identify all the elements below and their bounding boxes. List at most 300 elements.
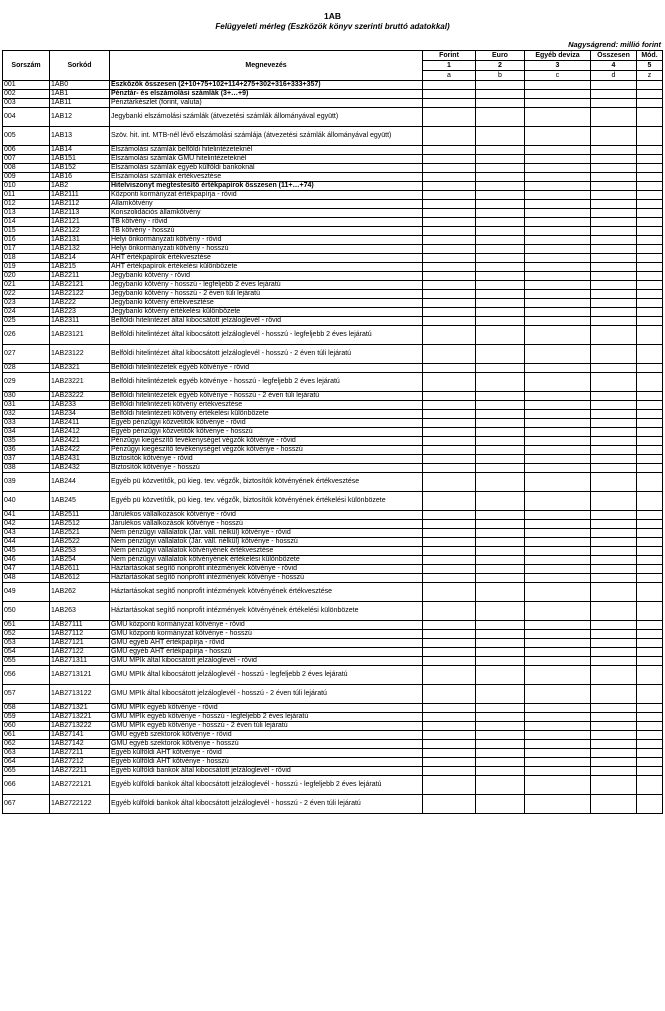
value-cell-egyeb-deviza[interactable] <box>525 511 591 520</box>
value-cell-egyeb-deviza[interactable] <box>525 556 591 565</box>
value-cell-mod[interactable] <box>637 666 663 685</box>
value-cell-forint[interactable] <box>423 639 476 648</box>
value-cell-euro[interactable] <box>476 538 525 547</box>
value-cell-egyeb-deviza[interactable] <box>525 713 591 722</box>
value-cell-euro[interactable] <box>476 666 525 685</box>
value-cell-euro[interactable] <box>476 740 525 749</box>
value-cell-euro[interactable] <box>476 218 525 227</box>
value-cell-osszesen[interactable] <box>591 722 637 731</box>
value-cell-osszesen[interactable] <box>591 565 637 574</box>
value-cell-mod[interactable] <box>637 758 663 767</box>
value-cell-euro[interactable] <box>476 81 525 90</box>
value-cell-euro[interactable] <box>476 437 525 446</box>
value-cell-euro[interactable] <box>476 758 525 767</box>
value-cell-egyeb-deviza[interactable] <box>525 767 591 776</box>
value-cell-forint[interactable] <box>423 648 476 657</box>
value-cell-egyeb-deviza[interactable] <box>525 290 591 299</box>
value-cell-mod[interactable] <box>637 602 663 621</box>
value-cell-euro[interactable] <box>476 108 525 127</box>
value-cell-mod[interactable] <box>637 236 663 245</box>
value-cell-mod[interactable] <box>637 520 663 529</box>
value-cell-egyeb-deviza[interactable] <box>525 776 591 795</box>
value-cell-osszesen[interactable] <box>591 492 637 511</box>
value-cell-mod[interactable] <box>637 392 663 401</box>
value-cell-egyeb-deviza[interactable] <box>525 127 591 146</box>
value-cell-egyeb-deviza[interactable] <box>525 191 591 200</box>
value-cell-mod[interactable] <box>637 713 663 722</box>
value-cell-forint[interactable] <box>423 437 476 446</box>
value-cell-egyeb-deviza[interactable] <box>525 520 591 529</box>
value-cell-forint[interactable] <box>423 299 476 308</box>
value-cell-egyeb-deviza[interactable] <box>525 308 591 317</box>
value-cell-osszesen[interactable] <box>591 685 637 704</box>
value-cell-osszesen[interactable] <box>591 776 637 795</box>
value-cell-euro[interactable] <box>476 281 525 290</box>
value-cell-forint[interactable] <box>423 317 476 326</box>
value-cell-forint[interactable] <box>423 173 476 182</box>
value-cell-mod[interactable] <box>637 511 663 520</box>
value-cell-egyeb-deviza[interactable] <box>525 81 591 90</box>
value-cell-mod[interactable] <box>637 127 663 146</box>
value-cell-euro[interactable] <box>476 749 525 758</box>
value-cell-euro[interactable] <box>476 254 525 263</box>
value-cell-forint[interactable] <box>423 419 476 428</box>
value-cell-euro[interactable] <box>476 410 525 419</box>
value-cell-euro[interactable] <box>476 455 525 464</box>
value-cell-forint[interactable] <box>423 99 476 108</box>
value-cell-forint[interactable] <box>423 254 476 263</box>
value-cell-egyeb-deviza[interactable] <box>525 639 591 648</box>
value-cell-euro[interactable] <box>476 547 525 556</box>
value-cell-euro[interactable] <box>476 272 525 281</box>
value-cell-euro[interactable] <box>476 401 525 410</box>
value-cell-osszesen[interactable] <box>591 419 637 428</box>
value-cell-egyeb-deviza[interactable] <box>525 236 591 245</box>
value-cell-osszesen[interactable] <box>591 299 637 308</box>
value-cell-egyeb-deviza[interactable] <box>525 272 591 281</box>
value-cell-euro[interactable] <box>476 556 525 565</box>
value-cell-euro[interactable] <box>476 713 525 722</box>
value-cell-mod[interactable] <box>637 108 663 127</box>
value-cell-forint[interactable] <box>423 455 476 464</box>
value-cell-mod[interactable] <box>637 704 663 713</box>
value-cell-euro[interactable] <box>476 767 525 776</box>
value-cell-egyeb-deviza[interactable] <box>525 648 591 657</box>
value-cell-euro[interactable] <box>476 574 525 583</box>
value-cell-euro[interactable] <box>476 308 525 317</box>
value-cell-forint[interactable] <box>423 666 476 685</box>
value-cell-mod[interactable] <box>637 583 663 602</box>
value-cell-forint[interactable] <box>423 749 476 758</box>
value-cell-mod[interactable] <box>637 290 663 299</box>
value-cell-mod[interactable] <box>637 722 663 731</box>
value-cell-egyeb-deviza[interactable] <box>525 373 591 392</box>
value-cell-mod[interactable] <box>637 731 663 740</box>
value-cell-mod[interactable] <box>637 227 663 236</box>
value-cell-euro[interactable] <box>476 191 525 200</box>
value-cell-osszesen[interactable] <box>591 108 637 127</box>
value-cell-mod[interactable] <box>637 529 663 538</box>
value-cell-euro[interactable] <box>476 704 525 713</box>
value-cell-mod[interactable] <box>637 749 663 758</box>
value-cell-euro[interactable] <box>476 621 525 630</box>
value-cell-egyeb-deviza[interactable] <box>525 455 591 464</box>
value-cell-egyeb-deviza[interactable] <box>525 529 591 538</box>
value-cell-egyeb-deviza[interactable] <box>525 345 591 364</box>
value-cell-mod[interactable] <box>637 556 663 565</box>
value-cell-mod[interactable] <box>637 317 663 326</box>
value-cell-osszesen[interactable] <box>591 547 637 556</box>
value-cell-forint[interactable] <box>423 81 476 90</box>
value-cell-egyeb-deviza[interactable] <box>525 419 591 428</box>
value-cell-euro[interactable] <box>476 428 525 437</box>
value-cell-forint[interactable] <box>423 281 476 290</box>
value-cell-forint[interactable] <box>423 556 476 565</box>
value-cell-mod[interactable] <box>637 574 663 583</box>
value-cell-egyeb-deviza[interactable] <box>525 428 591 437</box>
value-cell-forint[interactable] <box>423 602 476 621</box>
value-cell-forint[interactable] <box>423 492 476 511</box>
value-cell-egyeb-deviza[interactable] <box>525 685 591 704</box>
value-cell-forint[interactable] <box>423 565 476 574</box>
value-cell-mod[interactable] <box>637 630 663 639</box>
value-cell-osszesen[interactable] <box>591 317 637 326</box>
value-cell-osszesen[interactable] <box>591 731 637 740</box>
value-cell-osszesen[interactable] <box>591 200 637 209</box>
value-cell-forint[interactable] <box>423 364 476 373</box>
value-cell-forint[interactable] <box>423 795 476 814</box>
value-cell-egyeb-deviza[interactable] <box>525 108 591 127</box>
value-cell-osszesen[interactable] <box>591 704 637 713</box>
value-cell-forint[interactable] <box>423 776 476 795</box>
value-cell-forint[interactable] <box>423 547 476 556</box>
value-cell-mod[interactable] <box>637 245 663 254</box>
value-cell-egyeb-deviza[interactable] <box>525 392 591 401</box>
value-cell-egyeb-deviza[interactable] <box>525 200 591 209</box>
value-cell-forint[interactable] <box>423 401 476 410</box>
value-cell-egyeb-deviza[interactable] <box>525 90 591 99</box>
value-cell-euro[interactable] <box>476 639 525 648</box>
value-cell-mod[interactable] <box>637 473 663 492</box>
value-cell-mod[interactable] <box>637 326 663 345</box>
value-cell-mod[interactable] <box>637 299 663 308</box>
value-cell-egyeb-deviza[interactable] <box>525 146 591 155</box>
value-cell-mod[interactable] <box>637 272 663 281</box>
value-cell-osszesen[interactable] <box>591 428 637 437</box>
value-cell-euro[interactable] <box>476 99 525 108</box>
value-cell-euro[interactable] <box>476 602 525 621</box>
value-cell-mod[interactable] <box>637 464 663 473</box>
value-cell-forint[interactable] <box>423 767 476 776</box>
value-cell-euro[interactable] <box>476 446 525 455</box>
value-cell-euro[interactable] <box>476 657 525 666</box>
value-cell-osszesen[interactable] <box>591 281 637 290</box>
value-cell-osszesen[interactable] <box>591 767 637 776</box>
value-cell-egyeb-deviza[interactable] <box>525 410 591 419</box>
value-cell-euro[interactable] <box>476 648 525 657</box>
value-cell-euro[interactable] <box>476 419 525 428</box>
value-cell-osszesen[interactable] <box>591 127 637 146</box>
value-cell-egyeb-deviza[interactable] <box>525 565 591 574</box>
value-cell-forint[interactable] <box>423 428 476 437</box>
value-cell-forint[interactable] <box>423 473 476 492</box>
value-cell-egyeb-deviza[interactable] <box>525 657 591 666</box>
value-cell-forint[interactable] <box>423 583 476 602</box>
value-cell-osszesen[interactable] <box>591 583 637 602</box>
value-cell-forint[interactable] <box>423 164 476 173</box>
value-cell-forint[interactable] <box>423 520 476 529</box>
value-cell-euro[interactable] <box>476 200 525 209</box>
value-cell-forint[interactable] <box>423 200 476 209</box>
value-cell-euro[interactable] <box>476 364 525 373</box>
value-cell-egyeb-deviza[interactable] <box>525 758 591 767</box>
value-cell-egyeb-deviza[interactable] <box>525 401 591 410</box>
value-cell-mod[interactable] <box>637 173 663 182</box>
value-cell-osszesen[interactable] <box>591 511 637 520</box>
value-cell-mod[interactable] <box>637 345 663 364</box>
value-cell-mod[interactable] <box>637 308 663 317</box>
value-cell-egyeb-deviza[interactable] <box>525 704 591 713</box>
value-cell-egyeb-deviza[interactable] <box>525 218 591 227</box>
value-cell-osszesen[interactable] <box>591 155 637 164</box>
value-cell-forint[interactable] <box>423 127 476 146</box>
value-cell-osszesen[interactable] <box>591 740 637 749</box>
value-cell-mod[interactable] <box>637 164 663 173</box>
value-cell-mod[interactable] <box>637 657 663 666</box>
value-cell-euro[interactable] <box>476 236 525 245</box>
value-cell-osszesen[interactable] <box>591 464 637 473</box>
value-cell-forint[interactable] <box>423 108 476 127</box>
value-cell-euro[interactable] <box>476 146 525 155</box>
value-cell-osszesen[interactable] <box>591 173 637 182</box>
value-cell-egyeb-deviza[interactable] <box>525 621 591 630</box>
value-cell-forint[interactable] <box>423 182 476 191</box>
value-cell-osszesen[interactable] <box>591 666 637 685</box>
value-cell-egyeb-deviza[interactable] <box>525 492 591 511</box>
value-cell-egyeb-deviza[interactable] <box>525 583 591 602</box>
value-cell-egyeb-deviza[interactable] <box>525 437 591 446</box>
value-cell-euro[interactable] <box>476 529 525 538</box>
value-cell-euro[interactable] <box>476 776 525 795</box>
value-cell-mod[interactable] <box>637 538 663 547</box>
value-cell-osszesen[interactable] <box>591 401 637 410</box>
value-cell-egyeb-deviza[interactable] <box>525 795 591 814</box>
value-cell-forint[interactable] <box>423 410 476 419</box>
value-cell-osszesen[interactable] <box>591 795 637 814</box>
value-cell-forint[interactable] <box>423 446 476 455</box>
value-cell-osszesen[interactable] <box>591 90 637 99</box>
value-cell-osszesen[interactable] <box>591 236 637 245</box>
value-cell-osszesen[interactable] <box>591 520 637 529</box>
value-cell-mod[interactable] <box>637 547 663 556</box>
value-cell-forint[interactable] <box>423 529 476 538</box>
value-cell-euro[interactable] <box>476 685 525 704</box>
value-cell-euro[interactable] <box>476 326 525 345</box>
value-cell-forint[interactable] <box>423 704 476 713</box>
value-cell-egyeb-deviza[interactable] <box>525 173 591 182</box>
value-cell-mod[interactable] <box>637 767 663 776</box>
value-cell-euro[interactable] <box>476 90 525 99</box>
value-cell-osszesen[interactable] <box>591 164 637 173</box>
value-cell-forint[interactable] <box>423 245 476 254</box>
value-cell-osszesen[interactable] <box>591 713 637 722</box>
value-cell-egyeb-deviza[interactable] <box>525 245 591 254</box>
value-cell-egyeb-deviza[interactable] <box>525 666 591 685</box>
value-cell-forint[interactable] <box>423 90 476 99</box>
value-cell-osszesen[interactable] <box>591 218 637 227</box>
value-cell-osszesen[interactable] <box>591 263 637 272</box>
value-cell-mod[interactable] <box>637 428 663 437</box>
value-cell-mod[interactable] <box>637 639 663 648</box>
value-cell-egyeb-deviza[interactable] <box>525 574 591 583</box>
value-cell-mod[interactable] <box>637 776 663 795</box>
value-cell-forint[interactable] <box>423 621 476 630</box>
value-cell-mod[interactable] <box>637 218 663 227</box>
value-cell-osszesen[interactable] <box>591 81 637 90</box>
value-cell-osszesen[interactable] <box>591 245 637 254</box>
value-cell-egyeb-deviza[interactable] <box>525 364 591 373</box>
value-cell-osszesen[interactable] <box>591 345 637 364</box>
value-cell-egyeb-deviza[interactable] <box>525 281 591 290</box>
value-cell-euro[interactable] <box>476 473 525 492</box>
value-cell-mod[interactable] <box>637 446 663 455</box>
value-cell-forint[interactable] <box>423 191 476 200</box>
value-cell-mod[interactable] <box>637 81 663 90</box>
value-cell-egyeb-deviza[interactable] <box>525 630 591 639</box>
value-cell-euro[interactable] <box>476 345 525 364</box>
value-cell-euro[interactable] <box>476 155 525 164</box>
value-cell-osszesen[interactable] <box>591 455 637 464</box>
value-cell-osszesen[interactable] <box>591 538 637 547</box>
value-cell-osszesen[interactable] <box>591 437 637 446</box>
value-cell-euro[interactable] <box>476 511 525 520</box>
value-cell-egyeb-deviza[interactable] <box>525 473 591 492</box>
value-cell-mod[interactable] <box>637 200 663 209</box>
value-cell-forint[interactable] <box>423 290 476 299</box>
value-cell-forint[interactable] <box>423 345 476 364</box>
value-cell-euro[interactable] <box>476 182 525 191</box>
value-cell-euro[interactable] <box>476 299 525 308</box>
value-cell-osszesen[interactable] <box>591 446 637 455</box>
value-cell-euro[interactable] <box>476 731 525 740</box>
value-cell-euro[interactable] <box>476 392 525 401</box>
value-cell-osszesen[interactable] <box>591 410 637 419</box>
value-cell-forint[interactable] <box>423 227 476 236</box>
value-cell-euro[interactable] <box>476 173 525 182</box>
value-cell-egyeb-deviza[interactable] <box>525 227 591 236</box>
value-cell-mod[interactable] <box>637 648 663 657</box>
value-cell-mod[interactable] <box>637 281 663 290</box>
value-cell-osszesen[interactable] <box>591 146 637 155</box>
value-cell-egyeb-deviza[interactable] <box>525 299 591 308</box>
value-cell-egyeb-deviza[interactable] <box>525 602 591 621</box>
value-cell-osszesen[interactable] <box>591 99 637 108</box>
value-cell-osszesen[interactable] <box>591 191 637 200</box>
value-cell-egyeb-deviza[interactable] <box>525 164 591 173</box>
value-cell-egyeb-deviza[interactable] <box>525 99 591 108</box>
value-cell-forint[interactable] <box>423 209 476 218</box>
value-cell-osszesen[interactable] <box>591 602 637 621</box>
value-cell-egyeb-deviza[interactable] <box>525 326 591 345</box>
value-cell-egyeb-deviza[interactable] <box>525 464 591 473</box>
value-cell-egyeb-deviza[interactable] <box>525 749 591 758</box>
value-cell-forint[interactable] <box>423 657 476 666</box>
value-cell-forint[interactable] <box>423 713 476 722</box>
value-cell-euro[interactable] <box>476 520 525 529</box>
value-cell-osszesen[interactable] <box>591 648 637 657</box>
value-cell-osszesen[interactable] <box>591 326 637 345</box>
value-cell-forint[interactable] <box>423 392 476 401</box>
value-cell-forint[interactable] <box>423 218 476 227</box>
value-cell-egyeb-deviza[interactable] <box>525 209 591 218</box>
value-cell-euro[interactable] <box>476 127 525 146</box>
value-cell-mod[interactable] <box>637 373 663 392</box>
value-cell-mod[interactable] <box>637 795 663 814</box>
value-cell-osszesen[interactable] <box>591 758 637 767</box>
value-cell-mod[interactable] <box>637 401 663 410</box>
value-cell-euro[interactable] <box>476 583 525 602</box>
value-cell-forint[interactable] <box>423 236 476 245</box>
value-cell-forint[interactable] <box>423 326 476 345</box>
value-cell-osszesen[interactable] <box>591 308 637 317</box>
value-cell-egyeb-deviza[interactable] <box>525 731 591 740</box>
value-cell-mod[interactable] <box>637 155 663 164</box>
value-cell-egyeb-deviza[interactable] <box>525 182 591 191</box>
value-cell-egyeb-deviza[interactable] <box>525 547 591 556</box>
value-cell-euro[interactable] <box>476 227 525 236</box>
value-cell-osszesen[interactable] <box>591 182 637 191</box>
value-cell-egyeb-deviza[interactable] <box>525 446 591 455</box>
value-cell-forint[interactable] <box>423 685 476 704</box>
value-cell-mod[interactable] <box>637 410 663 419</box>
value-cell-egyeb-deviza[interactable] <box>525 722 591 731</box>
value-cell-egyeb-deviza[interactable] <box>525 317 591 326</box>
value-cell-mod[interactable] <box>637 740 663 749</box>
value-cell-forint[interactable] <box>423 155 476 164</box>
value-cell-osszesen[interactable] <box>591 473 637 492</box>
value-cell-forint[interactable] <box>423 308 476 317</box>
value-cell-forint[interactable] <box>423 758 476 767</box>
value-cell-forint[interactable] <box>423 263 476 272</box>
value-cell-osszesen[interactable] <box>591 209 637 218</box>
value-cell-osszesen[interactable] <box>591 254 637 263</box>
value-cell-euro[interactable] <box>476 795 525 814</box>
value-cell-osszesen[interactable] <box>591 364 637 373</box>
value-cell-euro[interactable] <box>476 317 525 326</box>
value-cell-osszesen[interactable] <box>591 574 637 583</box>
value-cell-mod[interactable] <box>637 685 663 704</box>
value-cell-mod[interactable] <box>637 182 663 191</box>
value-cell-osszesen[interactable] <box>591 373 637 392</box>
value-cell-osszesen[interactable] <box>591 556 637 565</box>
value-cell-mod[interactable] <box>637 146 663 155</box>
value-cell-osszesen[interactable] <box>591 392 637 401</box>
value-cell-euro[interactable] <box>476 630 525 639</box>
value-cell-egyeb-deviza[interactable] <box>525 254 591 263</box>
value-cell-egyeb-deviza[interactable] <box>525 538 591 547</box>
value-cell-euro[interactable] <box>476 492 525 511</box>
value-cell-forint[interactable] <box>423 630 476 639</box>
value-cell-euro[interactable] <box>476 245 525 254</box>
value-cell-euro[interactable] <box>476 464 525 473</box>
value-cell-osszesen[interactable] <box>591 529 637 538</box>
value-cell-osszesen[interactable] <box>591 657 637 666</box>
value-cell-forint[interactable] <box>423 464 476 473</box>
value-cell-mod[interactable] <box>637 492 663 511</box>
value-cell-mod[interactable] <box>637 209 663 218</box>
value-cell-osszesen[interactable] <box>591 290 637 299</box>
value-cell-mod[interactable] <box>637 419 663 428</box>
